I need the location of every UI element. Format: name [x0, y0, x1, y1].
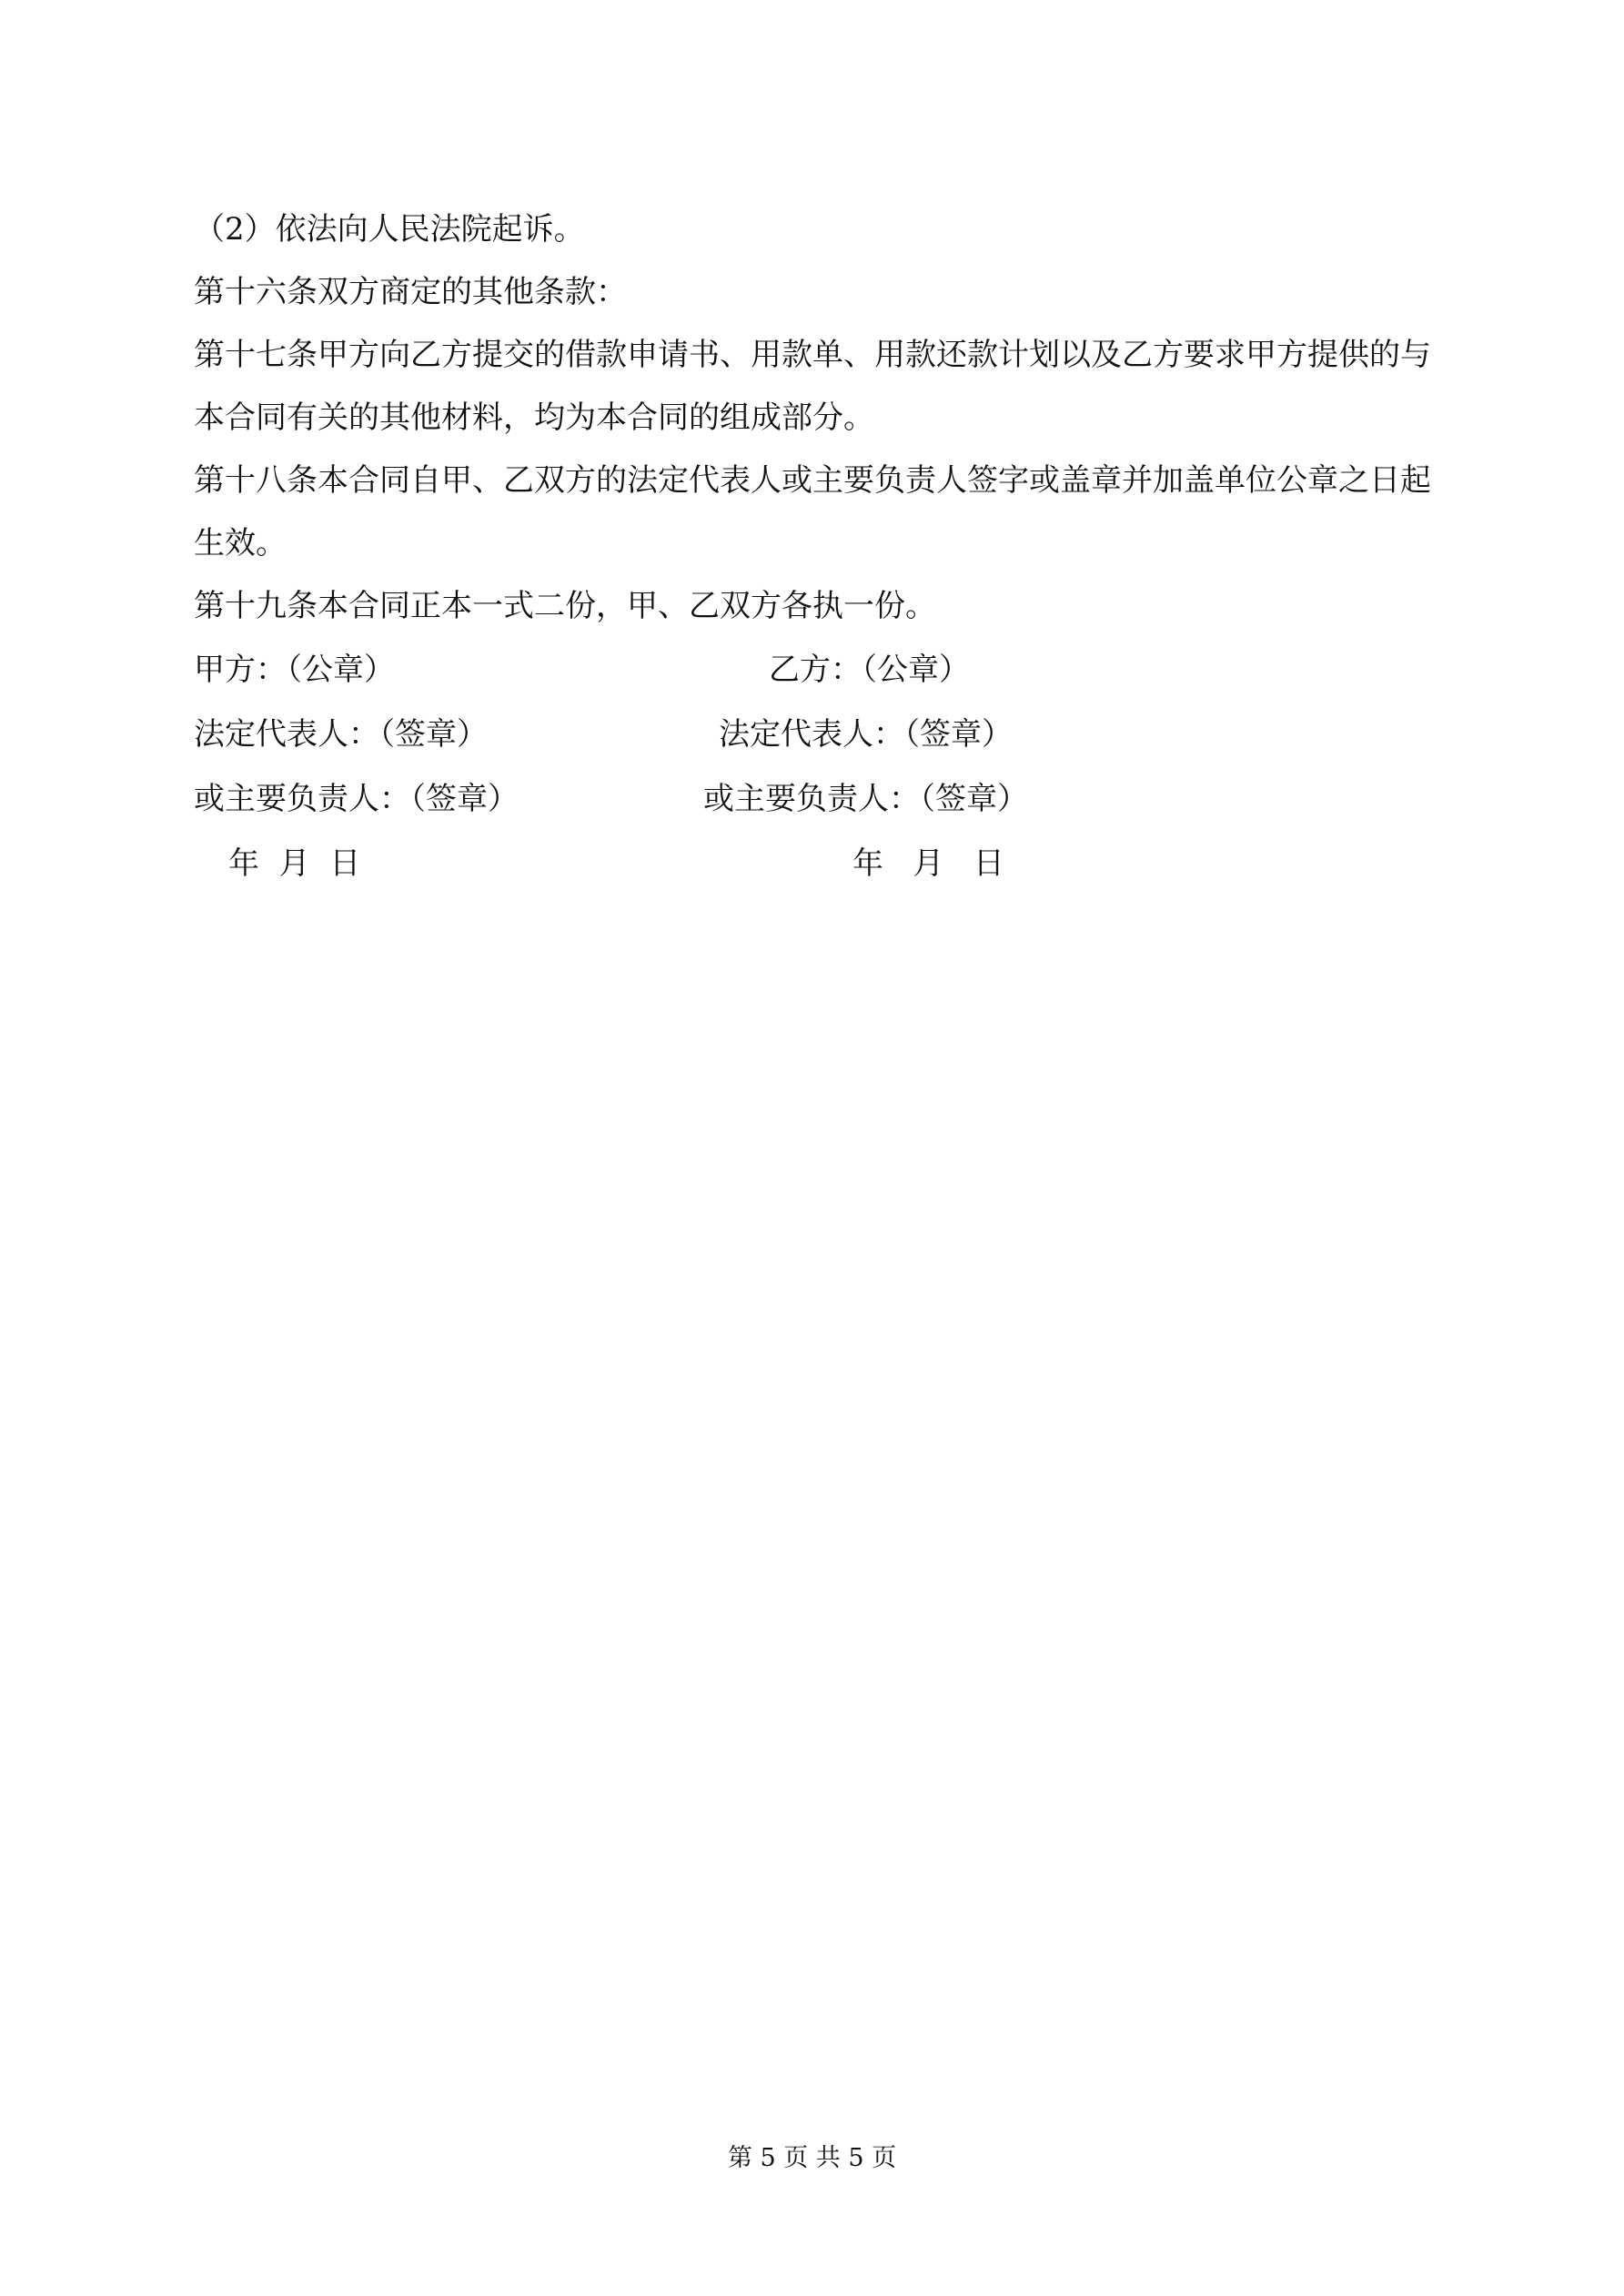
- paragraph-article-16: 第十六条双方商定的其他条款：: [194, 274, 627, 310]
- signature-row-seal: [194, 638, 1440, 703]
- party-b-date: 年 月 日: [852, 845, 1004, 882]
- page-number-footer: 第 5 页 共 5 页: [727, 2144, 897, 2172]
- party-b-legal-rep: 法定代表人：（签章）: [719, 716, 1013, 753]
- paragraph-lawsuit-clause: （2）依法向人民法院起诉。: [194, 211, 585, 248]
- party-a-principal: 或主要负责人：（签章）: [194, 781, 519, 817]
- paragraph-article-17: 第十七条甲方向乙方提交的借款申请书、用款单、用款还款计划以及乙方要求甲方提供的与本合同有关的其他材料，均为本合同的组成部分。: [194, 337, 1431, 436]
- party-a-seal: 甲方：（公章）: [194, 652, 395, 688]
- party-a-legal-rep: 法定代表人：（签章）: [194, 716, 488, 753]
- party-a-date: 年 月 日: [228, 845, 361, 882]
- signature-row-date: [194, 832, 1440, 896]
- party-b-principal: 或主要负责人：（签章）: [703, 781, 1028, 817]
- signature-row-legal-rep: [194, 703, 1440, 767]
- document-body: [194, 198, 1440, 896]
- party-b-seal: 乙方：（公章）: [769, 652, 970, 688]
- paragraph-article-18: 第十八条本合同自甲、乙双方的法定代表人或主要负责人签字或盖章并加盖单位公章之日起生效。: [194, 462, 1431, 561]
- signature-row-principal: [194, 767, 1440, 832]
- paragraph-article-19: 第十九条本合同正本一式二份，甲、乙双方各执一份。: [194, 588, 936, 624]
